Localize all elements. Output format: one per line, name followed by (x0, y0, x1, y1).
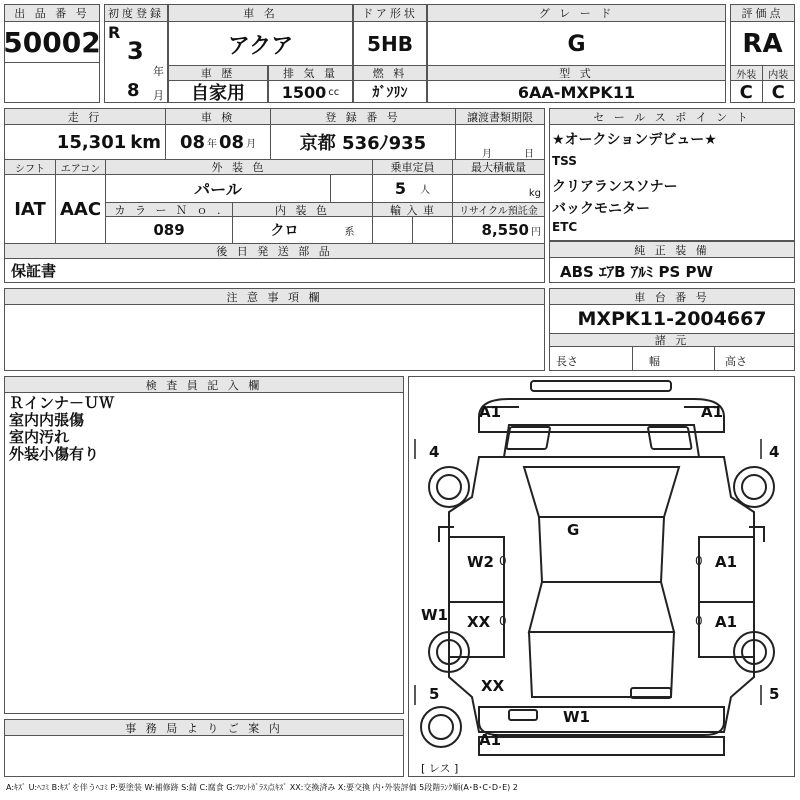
month-unit: 月 (153, 89, 164, 102)
dimple-marker: 0 (695, 554, 703, 568)
displacement-unit: cc (328, 86, 340, 98)
inspection-year: 08 (179, 131, 205, 153)
interior-color-unit: 系 (344, 226, 355, 238)
history-cell (168, 65, 268, 103)
sales-point-item: ★オークションデビュー★ (552, 132, 717, 148)
equipment-label: 純 正 装 備 (550, 242, 794, 258)
first-reg-label: 初度登録 (105, 5, 167, 22)
model-cell (427, 65, 726, 103)
color-label: 外 装 色 (105, 160, 372, 175)
chassis-label: 車 台 番 号 (550, 289, 794, 305)
dimple-marker: 0 (499, 614, 507, 628)
later-parts-value: 保証書 (11, 262, 57, 280)
length-label: 長さ (556, 355, 578, 368)
ac-value: AAC (55, 175, 105, 243)
door-value: 5HB (367, 32, 413, 56)
inspection-month: 08 (219, 131, 245, 153)
dimple-marker: 0 (695, 614, 703, 628)
spec-label: 諸 元 (550, 333, 794, 347)
inspection-label: 車 検 (165, 109, 270, 125)
mark-right-front-door: A1 (715, 553, 738, 571)
recycle-value: 8,550 (481, 221, 529, 239)
later-parts-label: 後 日 発 送 部 品 (5, 244, 544, 259)
lot-number: 50002 (3, 25, 101, 59)
grade-value: G (567, 31, 586, 57)
history-label: 車 歴 (169, 66, 267, 81)
fuel-value: ｶﾞｿﾘﾝ (372, 85, 408, 101)
sales-points-box (549, 108, 795, 241)
car-diagram (408, 376, 795, 777)
mark-front-right: A1 (701, 403, 724, 421)
lot-label: 出 品 番 号 (5, 5, 99, 22)
year-value: 3 (127, 37, 144, 65)
recycle-unit: 円 (531, 226, 541, 238)
sales-point-item: クリアランスソナー (552, 179, 678, 195)
grade-cell (427, 4, 726, 66)
mark-left-rear: XX (481, 677, 505, 695)
month-value: 8 (127, 80, 140, 101)
interior-color-value: クロ (270, 223, 299, 239)
door-cell (353, 4, 427, 66)
mileage-unit: km (130, 131, 161, 153)
width-label: 幅 (649, 355, 660, 368)
ext-int-cell (730, 65, 795, 103)
color-value: パール (105, 175, 330, 202)
color-no-value: 089 (105, 217, 232, 243)
era-label: R (108, 23, 121, 42)
first-registration-cell (104, 4, 168, 103)
sales-points-label: セ ー ル ス ポ イ ン ト (550, 109, 794, 125)
fuel-cell (353, 65, 427, 103)
inspector-line: 室内汚れ (9, 428, 70, 446)
inspector-label: 検 査 員 記 入 欄 (5, 377, 403, 393)
capacity-value: 5 (394, 179, 407, 198)
mark-rear-bumper: W1 (563, 708, 590, 726)
plate-label: 登 録 番 号 (270, 109, 455, 125)
inspection-year-unit: 年 (207, 138, 217, 150)
inspector-box (4, 376, 404, 714)
mark-right-rear-door: A1 (715, 613, 738, 631)
inspector-line: 室内内張傷 (9, 411, 85, 429)
notes-label: 注 意 事 項 欄 (5, 289, 544, 305)
detail-table (4, 108, 545, 283)
notes-box (4, 288, 545, 371)
exterior-grade: C (731, 81, 763, 103)
ac-label: エアコン (55, 160, 105, 175)
load-unit: kg (528, 188, 541, 199)
fuel-label: 燃 料 (354, 66, 426, 81)
mark-tire-rr: 5 (769, 685, 780, 703)
mark-left-rear-door: XX (467, 613, 491, 631)
chassis-box (549, 288, 795, 371)
model-label: 型 式 (428, 66, 725, 81)
score-label: 評価点 (731, 5, 794, 22)
plate-value: 京都 536ﾉ935 (270, 125, 455, 159)
inspector-line: 外装小傷有り (9, 445, 100, 463)
office-box (4, 719, 404, 777)
displacement-value: 1500 (281, 82, 327, 102)
mark-tire-rl: 5 (429, 685, 440, 703)
capacity-label: 乗車定員 (372, 160, 452, 175)
year-unit: 年 (153, 65, 164, 78)
inspection-month-unit: 月 (246, 138, 257, 150)
mark-roof: G (567, 521, 580, 539)
model-value: 6AA-MXPK11 (517, 82, 636, 102)
lot-cell (4, 4, 100, 103)
score-value: RA (742, 29, 783, 59)
header-table (4, 4, 795, 104)
sales-point-item: TSS (552, 154, 577, 168)
car-diagram-svg (409, 377, 794, 776)
equipment-box (549, 241, 795, 283)
legend: A:ｷｽﾞ U:ﾍｺﾐ B:ｷｽﾞを伴うﾍｺﾐ P:要塗装 W:補修跡 S:錆 C:腐食 G:ﾌﾛﾝﾄｶﾞﾗｽ点ｷｽﾞ XX:交換済み X:要交換 内･外装評価 5段階ﾗﾝｸ順(A･B･C･D･E) 2 (6, 783, 518, 792)
interior-color-label: 内 装 色 (232, 202, 372, 217)
sales-point-item: バックモニター (552, 201, 650, 217)
mark-left-rocker: W1 (421, 606, 448, 624)
inspector-line: Ｒインナ－ＵＷ (9, 394, 115, 412)
shift-label: シフト (5, 160, 55, 175)
mark-front-left: A1 (479, 403, 502, 421)
shift-value: IAT (14, 198, 46, 220)
car-name-label: 車 名 (169, 5, 352, 22)
recycle-label: リサイクル預託金 (452, 202, 544, 217)
mark-left-front-door: W2 (467, 553, 494, 571)
score-cell (730, 4, 795, 66)
capacity-unit: 人 (420, 185, 431, 196)
car-name-cell (168, 4, 353, 66)
mark-tire-fr: 4 (769, 443, 780, 461)
car-name: アクア (227, 33, 294, 59)
displacement-label: 排 気 量 (269, 66, 352, 81)
mark-rear-bottom: A1 (479, 731, 502, 749)
spare-tire-label: [ レス ] (421, 762, 459, 775)
sales-point-item: ETC (552, 220, 578, 234)
interior-label: 内装 (763, 66, 795, 81)
transfer-day-unit: 日 (524, 149, 534, 160)
mileage-label: 走 行 (5, 109, 165, 125)
color-no-label: カ ラ ー Ｎ ｏ . (105, 202, 232, 217)
office-label: 事 務 局 よ り ご 案 内 (5, 720, 403, 736)
exterior-label: 外装 (731, 66, 763, 81)
mark-tire-fl: 4 (429, 443, 440, 461)
mileage-value: 15,301 (56, 131, 127, 153)
height-label: 高さ (725, 355, 747, 368)
door-label: ドア形状 (354, 5, 426, 22)
load-label: 最大積載量 (452, 160, 544, 175)
dimple-marker: 0 (499, 554, 507, 568)
chassis-number: MXPK11-2004667 (577, 308, 767, 330)
equipment-value: ABS ｴｱB ｱﾙﾐ PS PW (560, 263, 714, 281)
transfer-label: 譲渡書類期限 (455, 109, 544, 125)
history-value: 自家用 (191, 83, 245, 104)
transfer-month-unit: 月 (482, 149, 492, 160)
displacement-cell (268, 65, 353, 103)
import-label: 輸 入 車 (372, 202, 452, 217)
grade-label: グ レ ー ド (428, 5, 725, 22)
interior-grade: C (771, 81, 785, 103)
